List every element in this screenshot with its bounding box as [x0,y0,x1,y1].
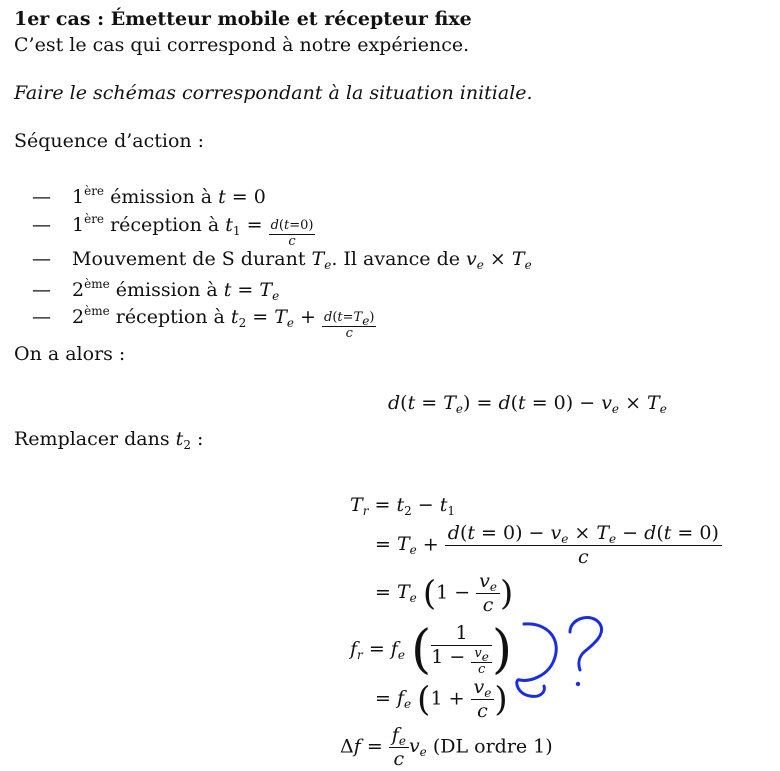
remplacer-text: Remplacer dans $t_2$ : [14,428,204,452]
handwritten-question-annotation [510,608,630,708]
list-item: — 1ère émission à t = 0 [32,184,266,208]
equation-delta-f: Δf = $\frac{f_e}{c}$ $v_e$ (DL ordre 1) [340,724,553,770]
handwritten-question-dot [576,682,580,686]
equation-distance: $d(t = T_e) = d(t = 0) - v_e \times T_e$ [388,392,667,416]
equation-tr-simplified: = $T_e$ (1 − $\frac{v_e}{c}$ ) [375,570,514,616]
handwritten-arc [517,624,556,697]
intro-text: C’est le cas qui correspond à notre expérience. [14,34,470,56]
list-item: — 1ère réception à $t_1$ = $\frac{d(t=0)}{c}$ [32,212,314,249]
list-item: — 2ème réception à $t_2 = T_e$ + $\frac{d(t=T_e)}{c}$ [32,304,375,341]
equation-tr: $T_r = t_2 - t_1$ [350,494,455,518]
equation-tr-expansion: = $T_e$ + $\frac{d(t = 0) - v_e \times T_e - d(t = 0)}{c}$ [375,522,722,569]
list-item: — Mouvement de S durant $T_e$. Il avance de $v_e \times T_e$ [32,248,532,272]
sequence-heading: Séquence d’action : [14,130,205,152]
handwritten-question-curve [570,618,602,670]
instruction-text: Faire le schémas correspondant à la situation initiale. [14,82,533,104]
equation-fr: $f_r = f_e$ ( 1 1 − $\frac{v_e}{c}$ ) [350,619,513,680]
on-a-alors: On a alors : [14,343,126,365]
equation-fr-approx: = $f_e$ (1 + $\frac{v_e}{c}$ ) [375,676,508,722]
list-item: — 2ème émission à $t = T_e$ [32,277,280,303]
section-title: 1er cas : Émetteur mobile et récepteur fixe [14,8,472,30]
